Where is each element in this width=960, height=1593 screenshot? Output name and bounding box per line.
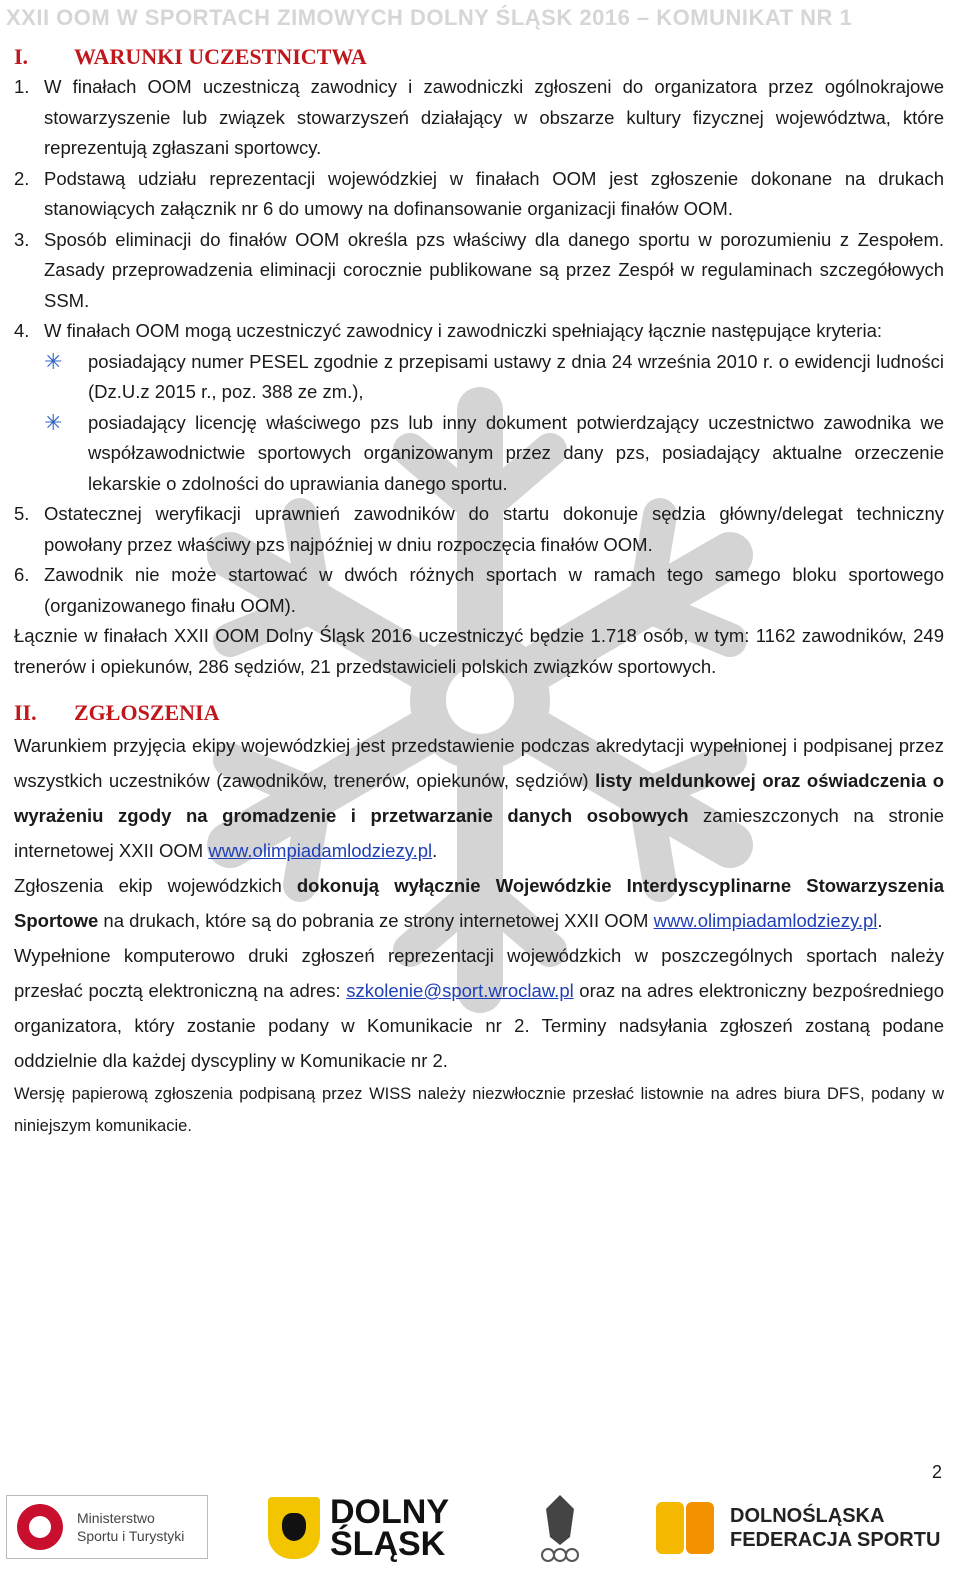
section-number: II.: [14, 700, 37, 725]
bullet-item: ✳ posiadający licencję właściwego pzs lub inny dokument potwierdzający uczestnictwo zawodnika we współzawodnictwie sportowych organizowanym przez dany pzs, posiadający aktualne orzeczenie lekarskie o zdolności do uprawiania danego sportu.: [14, 408, 944, 500]
paragraph-submissions: Zgłoszenia ekip wojewódzkich dokonują wyłącznie Wojewódzkie Interdyscyplinarne Stowarzyszenia Sportowe na drukach, które są do pobrania ze strony internetowej XXII OOM www.olimpiadamlodziezy.pl.: [14, 875, 944, 931]
page-number: 2: [931, 1462, 942, 1482]
document-body: [14, 44, 944, 1142]
list-item: 2. Podstawą udziału reprezentacji wojewódzkiej w finałach OOM jest zgłoszenie dokonane na drukach stanowiących załącznik nr 6 do umowy na dofinansowanie organizacji finałów OOM.: [14, 167, 944, 219]
website-link[interactable]: www.olimpiadamlodziezy.pl: [653, 910, 878, 931]
section-heading-2: [14, 700, 944, 726]
ministry-emblem-icon: [7, 1496, 77, 1558]
section-number: I.: [14, 44, 29, 69]
bullet-item: ✳ posiadający numer PESEL zgodnie z przepisami ustawy z dnia 24 września 2010 r. o ewidencji ludności (Dz.U.z 2015 r., poz. 388 ze zm.),: [14, 347, 944, 408]
paragraph-paper-version: Wersję papierową zgłoszenia podpisaną przez WISS należy niezwłocznie przesłać listownie na adres biura DFS, podany w niniejszym komunikacie.: [14, 1085, 944, 1135]
eagle-icon: [530, 1489, 590, 1571]
ministry-logo: Ministerstwo Sportu i Turystyki: [6, 1495, 208, 1559]
list-item: 3. Sposób eliminacji do finałów OOM określa pzs właściwy dla danego sportu w porozumieniu z Zespołem. Zasady przeprowadzenia eliminacji corocznie publikowane są przez Zespół w regulaminach szczegółowych SSM.: [14, 228, 944, 311]
list-item: 5. Ostatecznej weryfikacji uprawnień zawodników do startu dokonuje sędzia główny/delegat techniczny powołany przez właściwy pzs najpóźniej w dniu rozpoczęcia finałów OOM.: [14, 503, 944, 555]
olympic-eagle-logo: [530, 1489, 590, 1571]
dolny-slask-logo: DOLNY ŚLĄSK: [268, 1493, 468, 1563]
list-item: 6. Zawodnik nie może startować w dwóch różnych sportach w ramach tego samego bloku sportowego (organizowanego finału OOM).: [14, 564, 944, 616]
list-item: 1. W finałach OOM uczestniczą zawodnicy i zawodniczki zgłoszeni do organizatora przez ogólnokrajowe stowarzyszenie lub związek stowarzyszeń działający w obszarze kultury fizycznej województwa, które reprezentują zgłaszani sportowcy.: [14, 76, 944, 158]
section-title: ZGŁOSZENIA: [74, 700, 220, 725]
sponsor-footer: [0, 1485, 960, 1585]
eagle-crest-icon: [268, 1497, 320, 1559]
dfs-emblem-icon: [656, 1498, 716, 1558]
snowflake-bullet-icon: ✳: [44, 348, 63, 374]
list-item: 4. W finałach OOM mogą uczestniczyć zawodnicy i zawodniczki spełniający łącznie następujące kryteria:: [14, 320, 882, 341]
dfs-logo: DOLNOŚLĄSKA FEDERACJA SPORTU: [656, 1495, 946, 1561]
snowflake-bullet-icon: ✳: [44, 409, 63, 435]
paragraph-email: Wypełnione komputerowo druki zgłoszeń reprezentacji wojewódzkich w poszczególnych sportach należy przesłać pocztą elektroniczną na adres: szkolenie@sport.wroclaw.pl oraz na adres elektroniczny bezpośredniego organizatora, który zostanie podany w Komunikacie nr 2. Terminy nadsyłania zgłoszeń zostaną podane oddzielnie dla każdej dyscypliny w Komunikacie nr 2.: [14, 945, 944, 1071]
section-title: WARUNKI UCZESTNICTWA: [74, 44, 367, 69]
document-header: XXII OOM W SPORTACH ZIMOWYCH DOLNY ŚLĄSK 2016 – KOMUNIKAT NR 1: [6, 5, 853, 30]
website-link[interactable]: www.olimpiadamlodziezy.pl: [208, 840, 433, 861]
section-heading-1: [14, 44, 944, 70]
summary-paragraph: Łącznie w finałach XXII OOM Dolny Śląsk 2016 uczestniczyć będzie 1.718 osób, w tym: 1162 zawodników, 249 trenerów i opiekunów, 286 sędziów, 21 przedstawicieli polskich związków sportowych.: [14, 625, 944, 677]
email-link[interactable]: szkolenie@sport.wroclaw.pl: [346, 980, 574, 1001]
paragraph-conditions: Warunkiem przyjęcia ekipy wojewódzkiej jest przedstawienie podczas akredytacji wypełnionej i podpisanej przez wszystkich uczestników (zawodników, trenerów, opiekunów, sędziów) listy meldunkowej oraz oświadczenia o wyrażeniu zgody na gromadzenie i przetwarzanie danych osobowych zamieszczonych na stronie internetowej XXII OOM www.olimpiadamlodziezy.pl.: [14, 735, 944, 861]
